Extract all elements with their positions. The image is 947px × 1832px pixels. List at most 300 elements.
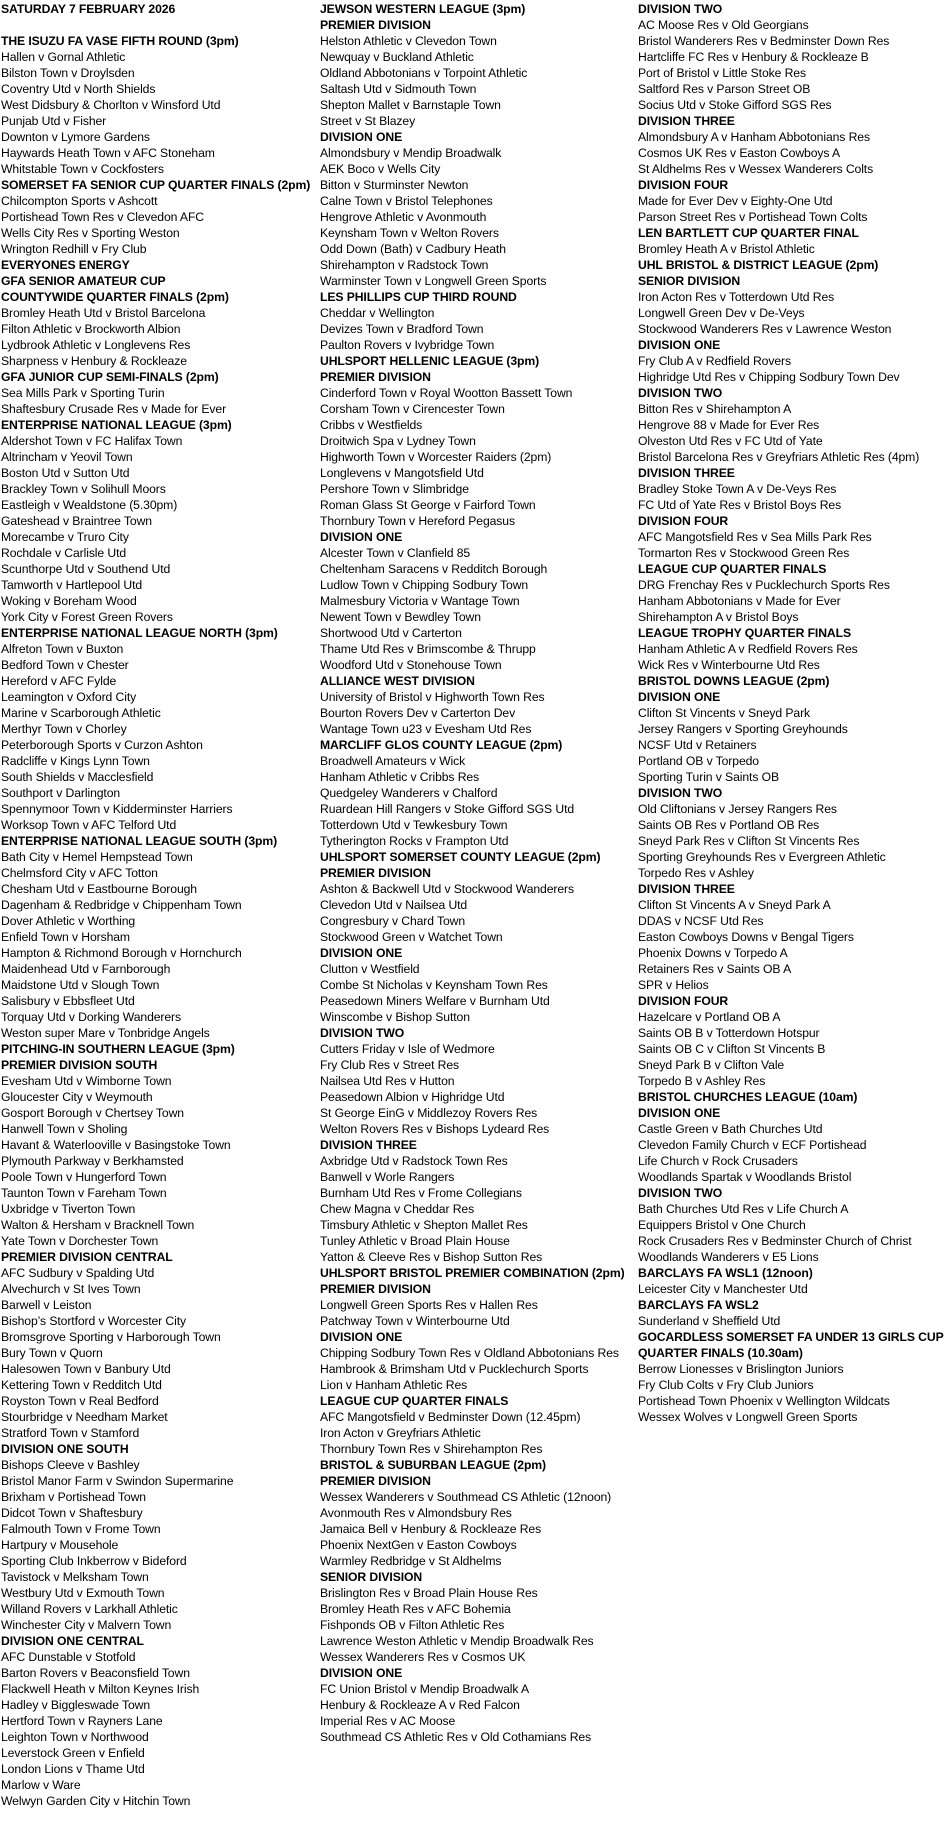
fixture-line: Warmley Redbridge v St Aldhelms (320, 1554, 502, 1568)
fixture-line: Cheddar v Wellington (320, 306, 435, 320)
competition-heading: GFA JUNIOR CUP SEMI-FINALS (2pm) (1, 370, 219, 384)
fixture-line: Patchway Town v Winterbourne Utd (320, 1314, 510, 1328)
fixture-line: Sharpness v Henbury & Rockleaze (1, 354, 187, 368)
fixture-line: Newquay v Buckland Athletic (320, 50, 474, 64)
fixture-line: Wessex Wolves v Longwell Green Sports (638, 1410, 858, 1424)
fixture-line: Berrow Lionesses v Brislington Juniors (638, 1362, 844, 1376)
fixture-line: St Aldhelms Res v Wessex Wanderers Colts (638, 162, 874, 176)
fixture-line: Tunley Athletic v Broad Plain House (320, 1234, 510, 1248)
fixture-line: Tamworth v Hartlepool Utd (1, 578, 143, 592)
fixture-line: Hereford v AFC Fylde (1, 674, 117, 688)
fixture-line: Yate Town v Dorchester Town (1, 1234, 159, 1248)
fixture-line: Maidstone Utd v Slough Town (1, 978, 160, 992)
fixture-line: Parson Street Res v Portishead Town Colts (638, 210, 868, 224)
competition-heading: UHL BRISTOL & DISTRICT LEAGUE (2pm) (638, 258, 879, 272)
fixture-line: Sneyd Park Res v Clifton St Vincents Res (638, 834, 860, 848)
fixture-line: Saltford Res v Parson Street OB (638, 82, 811, 96)
competition-heading: BRISTOL & SUBURBAN LEAGUE (2pm) (320, 1458, 546, 1472)
fixture-line: Wessex Wanderers v Southmead CS Athletic (12noon) (320, 1490, 612, 1504)
fixture-line: Winscombe v Bishop Sutton (320, 1010, 470, 1024)
fixture-line: Weston super Mare v Tonbridge Angels (1, 1026, 210, 1040)
fixture-line: FC Utd of Yate Res v Bristol Boys Res (638, 498, 842, 512)
fixture-line: Phoenix NextGen v Easton Cowboys (320, 1538, 517, 1552)
fixture-line: Southmead CS Athletic Res v Old Cothamians Res (320, 1730, 592, 1744)
competition-heading: DIVISION ONE SOUTH (1, 1442, 129, 1456)
competition-heading: THE ISUZU FA VASE FIFTH ROUND (3pm) (1, 34, 239, 48)
fixture-line: Wells City Res v Sporting Weston (1, 226, 180, 240)
fixture-line: Morecambe v Truro City (1, 530, 129, 544)
fixture-line: Maidenhead Utd v Farnborough (1, 962, 171, 976)
fixture-line: Alfreton Town v Buxton (1, 642, 124, 656)
fixture-line: Cheltenham Saracens v Redditch Borough (320, 562, 548, 576)
fixture-line: Merthyr Town v Chorley (1, 722, 127, 736)
fixture-line: Sneyd Park B v Clifton Vale (638, 1058, 785, 1072)
fixture-line: Yatton & Cleeve Res v Bishop Sutton Res (320, 1250, 543, 1264)
fixture-line: Axbridge Utd v Radstock Town Res (320, 1154, 508, 1168)
fixture-line: Brackley Town v Solihull Moors (1, 482, 166, 496)
fixture-line: Enfield Town v Horsham (1, 930, 130, 944)
fixture-line: Socius Utd v Stoke Gifford SGS Res (638, 98, 832, 112)
fixture-line: Paulton Rovers v Ivybridge Town (320, 338, 495, 352)
fixture-line: Chilcompton Sports v Ashcott (1, 194, 158, 208)
fixture-line: Chew Magna v Cheddar Res (320, 1202, 475, 1216)
fixture-line: Gateshead v Braintree Town (1, 514, 152, 528)
fixture-line: Shaftesbury Crusade Res v Made for Ever (1, 402, 227, 416)
fixture-line: Barwell v Leiston (1, 1298, 92, 1312)
fixture-line: Warminster Town v Longwell Green Sports (320, 274, 547, 288)
fixture-line: Tavistock v Melksham Town (1, 1570, 149, 1584)
fixture-line: Torquay Utd v Dorking Wanderers (1, 1010, 182, 1024)
fixture-line: Dover Athletic v Worthing (1, 914, 136, 928)
fixture-line: Marlow v Ware (1, 1778, 81, 1792)
fixture-line: London Lions v Thame Utd (1, 1762, 145, 1776)
competition-heading: DIVISION ONE (320, 130, 403, 144)
fixture-line: Iron Acton Res v Totterdown Utd Res (638, 290, 835, 304)
fixture-line: Didcot Town v Shaftesbury (1, 1506, 143, 1520)
fixture-line: Leighton Town v Northwood (1, 1730, 149, 1744)
fixture-line: Newent Town v Bewdley Town (320, 610, 481, 624)
fixture-line: Stratford Town v Stamford (1, 1426, 140, 1440)
fixture-line: Hanham Athletic v Cribbs Res (320, 770, 480, 784)
fixture-line: SPR v Helios (638, 978, 709, 992)
fixture-line: Hallen v Gornal Athletic (1, 50, 126, 64)
fixture-line: Easton Cowboys Downs v Bengal Tigers (638, 930, 854, 944)
fixture-line: Pershore Town v Slimbridge (320, 482, 469, 496)
competition-heading: DIVISION ONE CENTRAL (1, 1634, 144, 1648)
fixture-line: DRG Frenchay Res v Pucklechurch Sports Res (638, 578, 890, 592)
fixture-line: Old Cliftonians v Jersey Rangers Res (638, 802, 837, 816)
fixture-line: Bitton Res v Shirehampton A (638, 402, 792, 416)
competition-heading: UHLSPORT SOMERSET COUNTY LEAGUE (2pm) (320, 850, 601, 864)
fixture-line: Peasedown Miners Welfare v Burnham Utd (320, 994, 550, 1008)
fixture-line: Hengrove Athletic v Avonmouth (320, 210, 487, 224)
fixture-line: Haywards Heath Town v AFC Stoneham (1, 146, 215, 160)
page-date: SATURDAY 7 FEBRUARY 2026 (1, 2, 176, 16)
competition-heading: ALLIANCE WEST DIVISION (320, 674, 475, 688)
competition-heading: PREMIER DIVISION CENTRAL (1, 1250, 173, 1264)
fixture-line: Longwell Green Sports Res v Hallen Res (320, 1298, 538, 1312)
fixture-line: Bromley Heath Utd v Bristol Barcelona (1, 306, 206, 320)
fixture-line: Bath City v Hemel Hempstead Town (1, 850, 193, 864)
competition-heading: DIVISION ONE (320, 946, 403, 960)
fixtures-column-3 (638, 1, 944, 1425)
fixture-line: Saints OB Res v Portland OB Res (638, 818, 820, 832)
competition-heading: SOMERSET FA SENIOR CUP QUARTER FINALS (2pm) (1, 178, 311, 192)
competition-heading: UHLSPORT HELLENIC LEAGUE (3pm) (320, 354, 540, 368)
fixture-line: Coventry Utd v North Shields (1, 82, 156, 96)
fixture-line: Port of Bristol v Little Stoke Res (638, 66, 806, 80)
fixture-line: Ruardean Hill Rangers v Stoke Gifford SGS Utd (320, 802, 575, 816)
fixture-line: Stourbridge v Needham Market (1, 1410, 168, 1424)
fixture-line: Shirehampton v Radstock Town (320, 258, 489, 272)
fixture-line: Saltash Utd v Sidmouth Town (320, 82, 477, 96)
fixture-line: Bilston Town v Droylsden (1, 66, 135, 80)
fixture-line: Totterdown Utd v Tewkesbury Town (320, 818, 508, 832)
fixture-line: Dagenham & Redbridge v Chippenham Town (1, 898, 242, 912)
fixture-line: Downton v Lymore Gardens (1, 130, 150, 144)
fixture-line: Leicester City v Manchester Utd (638, 1282, 808, 1296)
fixture-line: AC Moose Res v Old Georgians (638, 18, 809, 32)
competition-heading: COUNTYWIDE QUARTER FINALS (2pm) (1, 290, 229, 304)
fixture-line: Calne Town v Bristol Telephones (320, 194, 493, 208)
fixture-line: Bishops Cleeve v Bashley (1, 1458, 140, 1472)
competition-heading: LEAGUE CUP QUARTER FINALS (320, 1394, 509, 1408)
competition-heading: DIVISION FOUR (638, 994, 729, 1008)
fixture-line: Iron Acton v Greyfriars Athletic (320, 1426, 481, 1440)
fixture-line: Flackwell Heath v Milton Keynes Irish (1, 1682, 200, 1696)
competition-heading: DIVISION TWO (638, 386, 723, 400)
fixture-line: Lawrence Weston Athletic v Mendip Broadwalk Res (320, 1634, 594, 1648)
fixture-line: Saints OB B v Totterdown Hotspur (638, 1026, 820, 1040)
fixture-line: Spennymoor Town v Kidderminster Harriers (1, 802, 233, 816)
fixture-line: Barton Rovers v Beaconsfield Town (1, 1666, 190, 1680)
fixture-line: Nailsea Utd Res v Hutton (320, 1074, 455, 1088)
fixture-line: Torpedo B v Ashley Res (638, 1074, 766, 1088)
competition-heading: MARCLIFF GLOS COUNTY LEAGUE (2pm) (320, 738, 563, 752)
fixture-line: Walton & Hersham v Bracknell Town (1, 1218, 195, 1232)
fixture-line: Saints OB C v Clifton St Vincents B (638, 1042, 826, 1056)
fixture-line: Fishponds OB v Filton Athletic Res (320, 1618, 505, 1632)
fixture-line: Falmouth Town v Frome Town (1, 1522, 161, 1536)
fixture-line: Hengrove 88 v Made for Ever Res (638, 418, 820, 432)
fixture-line: West Didsbury & Chorlton v Winsford Utd (1, 98, 221, 112)
fixture-line: Cinderford Town v Royal Wootton Bassett Town (320, 386, 573, 400)
fixture-line: Life Church v Rock Crusaders (638, 1154, 798, 1168)
competition-heading: GFA SENIOR AMATEUR CUP (1, 274, 166, 288)
fixture-line: Equippers Bristol v One Church (638, 1218, 806, 1232)
competition-heading: PREMIER DIVISION (320, 1282, 431, 1296)
fixture-line: Plymouth Parkway v Berkhamsted (1, 1154, 184, 1168)
competition-heading: EVERYONES ENERGY (1, 258, 130, 272)
fixture-line: DDAS v NCSF Utd Res (638, 914, 764, 928)
competition-heading: GOCARDLESS SOMERSET FA UNDER 13 GIRLS CUP QUARTER FINALS (10.30am) (638, 1330, 944, 1360)
fixture-line: Kettering Town v Redditch Utd (1, 1378, 162, 1392)
fixture-line: Shepton Mallet v Barnstaple Town (320, 98, 501, 112)
fixture-line: Filton Athletic v Brockworth Albion (1, 322, 181, 336)
fixture-line: Hartcliffe FC Res v Henbury & Rockleaze B (638, 50, 869, 64)
fixture-line: Sporting Greyhounds Res v Evergreen Athletic (638, 850, 886, 864)
fixture-line: Woodlands Wanderers v E5 Lions (638, 1250, 819, 1264)
competition-heading: LEAGUE CUP QUARTER FINALS (638, 562, 827, 576)
fixture-line: Chesham Utd v Eastbourne Borough (1, 882, 197, 896)
fixture-line: AFC Sudbury v Spalding Utd (1, 1266, 155, 1280)
fixture-line: Burnham Utd Res v Frome Collegians (320, 1186, 522, 1200)
fixture-line: Cribbs v Westfields (320, 418, 423, 432)
fixture-line: Hampton & Richmond Borough v Hornchurch (1, 946, 242, 960)
fixture-line: Alvechurch v St Ives Town (1, 1282, 141, 1296)
fixture-line: Woking v Boreham Wood (1, 594, 137, 608)
fixture-line: Broadwell Amateurs v Wick (320, 754, 466, 768)
fixture-line: Clutton v Westfield (320, 962, 420, 976)
fixture-line: Uxbridge v Tiverton Town (1, 1202, 136, 1216)
fixture-line: Helston Athletic v Clevedon Town (320, 34, 497, 48)
competition-heading: SENIOR DIVISION (320, 1570, 423, 1584)
fixture-line: Torpedo Res v Ashley (638, 866, 754, 880)
fixture-line: Wessex Wanderers Res v Cosmos UK (320, 1650, 526, 1664)
fixture-line: Clevedon Family Church v ECF Portishead (638, 1138, 867, 1152)
fixture-line: Bitton v Sturminster Newton (320, 178, 469, 192)
fixture-line: Bourton Rovers Dev v Carterton Dev (320, 706, 516, 720)
fixture-line: Portland OB v Torpedo (638, 754, 759, 768)
fixture-line: Bath Churches Utd Res v Life Church A (638, 1202, 849, 1216)
competition-heading: PREMIER DIVISION (320, 1474, 431, 1488)
fixture-line: Bristol Barcelona Res v Greyfriars Athletic Res (4pm) (638, 450, 920, 464)
fixture-line: AFC Mangotsfield Res v Sea Mills Park Res (638, 530, 872, 544)
competition-heading: LEN BARTLETT CUP QUARTER FINAL (638, 226, 859, 240)
fixture-line: Castle Green v Bath Churches Utd (638, 1122, 823, 1136)
fixture-line: Portishead Town Phoenix v Wellington Wildcats (638, 1394, 890, 1408)
fixture-line: Hertford Town v Rayners Lane (1, 1714, 163, 1728)
fixture-line: Halesowen Town v Banbury Utd (1, 1362, 171, 1376)
fixture-line: AFC Mangotsfield v Bedminster Down (12.45pm) (320, 1410, 581, 1424)
fixture-line: Peasedown Albion v Highridge Utd (320, 1090, 505, 1104)
fixture-line: Banwell v Worle Rangers (320, 1170, 455, 1184)
fixture-line: Hadley v Biggleswade Town (1, 1698, 151, 1712)
fixture-line: Peterborough Sports v Curzon Ashton (1, 738, 203, 752)
fixture-line: Fry Club Colts v Fry Club Juniors (638, 1378, 814, 1392)
fixture-line: Radcliffe v Kings Lynn Town (1, 754, 150, 768)
competition-heading: DIVISION FOUR (638, 514, 729, 528)
fixture-line: Shirehampton A v Bristol Boys (638, 610, 799, 624)
fixture-line: Welton Rovers Res v Bishops Lydeard Res (320, 1122, 550, 1136)
competition-heading: DIVISION ONE (638, 1106, 721, 1120)
fixture-line: Clevedon Utd v Nailsea Utd (320, 898, 468, 912)
competition-heading: BARCLAYS FA WSL1 (12noon) (638, 1266, 813, 1280)
fixture-line: Gosport Borough v Chertsey Town (1, 1106, 184, 1120)
fixture-line: Eastleigh v Wealdstone (5.30pm) (1, 498, 178, 512)
fixture-line: Stockwood Green v Watchet Town (320, 930, 503, 944)
competition-heading: DIVISION THREE (638, 466, 735, 480)
fixture-line: Timsbury Athletic v Shepton Mallet Res (320, 1218, 528, 1232)
fixture-line: Westbury Utd v Exmouth Town (1, 1586, 165, 1600)
fixture-line: Ashton & Backwell Utd v Stockwood Wanderers (320, 882, 575, 896)
fixture-line: Henbury & Rockleaze A v Red Falcon (320, 1698, 520, 1712)
fixture-line: Welwyn Garden City v Hitchin Town (1, 1794, 191, 1808)
fixture-line: Wantage Town u23 v Evesham Utd Res (320, 722, 532, 736)
fixture-line: Oldland Abbotonians v Torpoint Athletic (320, 66, 528, 80)
fixture-line: Leverstock Green v Enfield (1, 1746, 145, 1760)
fixture-line: Willand Rovers v Larkhall Athletic (1, 1602, 178, 1616)
fixture-line: Taunton Town v Fareham Town (1, 1186, 167, 1200)
fixture-line: South Shields v Macclesfield (1, 770, 154, 784)
competition-heading: DIVISION TWO (320, 1026, 405, 1040)
competition-heading: BRISTOL CHURCHES LEAGUE (10am) (638, 1090, 858, 1104)
competition-heading: DIVISION ONE (638, 690, 721, 704)
fixture-line: NCSF Utd v Retainers (638, 738, 757, 752)
fixture-line: Made for Ever Dev v Eighty-One Utd (638, 194, 833, 208)
fixture-line: St George EinG v Middlezoy Rovers Res (320, 1106, 538, 1120)
competition-heading: LES PHILLIPS CUP THIRD ROUND (320, 290, 517, 304)
fixture-line: Rock Crusaders Res v Bedminster Church of Christ (638, 1234, 912, 1248)
competition-heading: PITCHING-IN SOUTHERN LEAGUE (3pm) (1, 1042, 235, 1056)
fixture-line: AFC Dunstable v Stotfold (1, 1650, 136, 1664)
fixture-line: Roman Glass St George v Fairford Town (320, 498, 536, 512)
fixtures-column-1 (1, 1, 316, 1809)
fixture-line: Shortwood Utd v Carterton (320, 626, 462, 640)
fixture-line: Hanham Abbotonians v Made for Ever (638, 594, 841, 608)
fixture-line: Brislington Res v Broad Plain House Res (320, 1586, 538, 1600)
competition-heading: DIVISION ONE (320, 1330, 403, 1344)
fixture-line: Poole Town v Hungerford Town (1, 1170, 167, 1184)
fixture-line: Droitwich Spa v Lydney Town (320, 434, 476, 448)
fixture-line: Olveston Utd Res v FC Utd of Yate (638, 434, 823, 448)
fixture-line: Sea Mills Park v Sporting Turin (1, 386, 165, 400)
fixture-line: Odd Down (Bath) v Cadbury Heath (320, 242, 506, 256)
fixture-line: Royston Town v Real Bedford (1, 1394, 159, 1408)
fixture-line: Quedgeley Wanderers v Chalford (320, 786, 498, 800)
competition-heading: PREMIER DIVISION (320, 866, 431, 880)
fixture-line: Woodlands Spartak v Woodlands Bristol (638, 1170, 852, 1184)
fixture-line: Imperial Res v AC Moose (320, 1714, 456, 1728)
fixture-line: Keynsham Town v Welton Rovers (320, 226, 499, 240)
competition-heading: DIVISION ONE (638, 338, 721, 352)
fixture-line: Phoenix Downs v Torpedo A (638, 946, 788, 960)
competition-heading: ENTERPRISE NATIONAL LEAGUE (3pm) (1, 418, 232, 432)
fixture-line: Wick Res v Winterbourne Utd Res (638, 658, 820, 672)
competition-heading: PREMIER DIVISION (320, 18, 431, 32)
fixture-line: Devizes Town v Bradford Town (320, 322, 484, 336)
competition-heading: DIVISION THREE (320, 1138, 417, 1152)
competition-heading: ENTERPRISE NATIONAL LEAGUE SOUTH (3pm) (1, 834, 278, 848)
fixture-line: Street v St Blazey (320, 114, 416, 128)
fixture-line: Woodford Utd v Stonehouse Town (320, 658, 502, 672)
fixture-line: Tytherington Rocks v Frampton Utd (320, 834, 509, 848)
fixture-line: Cutters Friday v Isle of Wedmore (320, 1042, 495, 1056)
competition-heading: PREMIER DIVISION (320, 370, 431, 384)
fixture-line: Scunthorpe Utd v Southend Utd (1, 562, 171, 576)
fixture-line: Hanham Athletic A v Redfield Rovers Res (638, 642, 858, 656)
fixture-line: Highworth Town v Worcester Raiders (2pm) (320, 450, 552, 464)
fixture-line: Retainers Res v Saints OB A (638, 962, 792, 976)
competition-heading: DIVISION ONE (320, 1666, 403, 1680)
fixture-line: Gloucester City v Weymouth (1, 1090, 153, 1104)
fixture-line: Avonmouth Res v Almondsbury Res (320, 1506, 512, 1520)
fixture-line: Boston Utd v Sutton Utd (1, 466, 130, 480)
competition-heading: PREMIER DIVISION SOUTH (1, 1058, 158, 1072)
fixture-line: Combe St Nicholas v Keynsham Town Res (320, 978, 548, 992)
fixture-line: Whitstable Town v Cockfosters (1, 162, 164, 176)
fixture-line: Bromley Heath Res v AFC Bohemia (320, 1602, 511, 1616)
fixture-line: Brixham v Portishead Town (1, 1490, 146, 1504)
fixture-line: York City v Forest Green Rovers (1, 610, 173, 624)
fixture-line: Almondsbury v Mendip Broadwalk (320, 146, 502, 160)
fixture-line: Sunderland v Sheffield Utd (638, 1314, 781, 1328)
fixture-line: Bishop’s Stortford v Worcester City (1, 1314, 187, 1328)
competition-heading: DIVISION TWO (638, 1186, 723, 1200)
fixture-line: Ludlow Town v Chipping Sodbury Town (320, 578, 529, 592)
competition-heading: BARCLAYS FA WSL2 (638, 1298, 759, 1312)
fixture-line: Clifton St Vincents v Sneyd Park (638, 706, 811, 720)
fixture-line: Salisbury v Ebbsfleet Utd (1, 994, 135, 1008)
fixture-line: Thornbury Town v Hereford Pegasus (320, 514, 515, 528)
fixture-line: Sporting Turin v Saints OB (638, 770, 780, 784)
fixture-line: Hazelcare v Portland OB A (638, 1010, 781, 1024)
competition-heading: LEAGUE TROPHY QUARTER FINALS (638, 626, 851, 640)
competition-heading: JEWSON WESTERN LEAGUE (3pm) (320, 2, 526, 16)
competition-heading: DIVISION TWO (638, 786, 723, 800)
fixture-line: Aldershot Town v FC Halifax Town (1, 434, 183, 448)
competition-heading: DIVISION THREE (638, 882, 735, 896)
fixture-line: Jersey Rangers v Sporting Greyhounds (638, 722, 848, 736)
fixture-line: Evesham Utd v Wimborne Town (1, 1074, 172, 1088)
fixture-line: AEK Boco v Wells City (320, 162, 441, 176)
fixture-line: University of Bristol v Highworth Town Res (320, 690, 545, 704)
fixture-line: Longwell Green Dev v De-Veys (638, 306, 805, 320)
fixture-line: Fry Club A v Redfield Rovers (638, 354, 791, 368)
fixture-line: Hanwell Town v Sholing (1, 1122, 128, 1136)
fixture-line: Sporting Club Inkberrow v Bideford (1, 1554, 187, 1568)
fixture-line: Hambrook & Brimsham Utd v Pucklechurch Sports (320, 1362, 589, 1376)
fixture-line: Clifton St Vincents A v Sneyd Park A (638, 898, 831, 912)
fixture-line: Winchester City v Malvern Town (1, 1618, 172, 1632)
fixture-line: Lydbrook Athletic v Longlevens Res (1, 338, 191, 352)
fixture-line: Thornbury Town Res v Shirehampton Res (320, 1442, 543, 1456)
competition-heading: DIVISION FOUR (638, 178, 729, 192)
fixture-line: Altrincham v Yeovil Town (1, 450, 133, 464)
fixture-line: Havant & Waterlooville v Basingstoke Town (1, 1138, 231, 1152)
fixtures-column-2 (320, 1, 635, 1745)
fixture-line: Chipping Sodbury Town Res v Oldland Abbotonians Res (320, 1346, 619, 1360)
fixture-line: Cosmos UK Res v Easton Cowboys A (638, 146, 841, 160)
fixture-line: Southport v Darlington (1, 786, 121, 800)
fixture-line: Corsham Town v Cirencester Town (320, 402, 505, 416)
fixture-line: Tormarton Res v Stockwood Green Res (638, 546, 850, 560)
competition-heading: ENTERPRISE NATIONAL LEAGUE NORTH (3pm) (1, 626, 278, 640)
fixture-line: Almondsbury A v Hanham Abbotonians Res (638, 130, 870, 144)
competition-heading: BRISTOL DOWNS LEAGUE (2pm) (638, 674, 830, 688)
fixture-line: Rochdale v Carlisle Utd (1, 546, 127, 560)
fixture-line: Bedford Town v Chester (1, 658, 129, 672)
fixture-line: Highridge Utd Res v Chipping Sodbury Town Dev (638, 370, 900, 384)
fixture-line: Bristol Manor Farm v Swindon Supermarine (1, 1474, 234, 1488)
fixture-line: Marine v Scarborough Athletic (1, 706, 161, 720)
fixture-line: Chelmsford City v AFC Totton (1, 866, 158, 880)
fixture-line: Malmesbury Victoria v Wantage Town (320, 594, 520, 608)
fixture-line: Worksop Town v AFC Telford Utd (1, 818, 177, 832)
fixture-line: Hartpury v Mousehole (1, 1538, 119, 1552)
spacer (1, 17, 316, 33)
fixture-line: Longlevens v Mangotsfield Utd (320, 466, 484, 480)
fixture-line: Bromley Heath A v Bristol Athletic (638, 242, 815, 256)
competition-heading: DIVISION ONE (320, 530, 403, 544)
fixture-line: Alcester Town v Clanfield 85 (320, 546, 471, 560)
fixture-line: Fry Club Res v Street Res (320, 1058, 460, 1072)
competition-heading: UHLSPORT BRISTOL PREMIER COMBINATION (2pm) (320, 1266, 625, 1280)
fixture-line: Bromsgrove Sporting v Harborough Town (1, 1330, 221, 1344)
fixture-line: Jamaica Bell v Henbury & Rockleaze Res (320, 1522, 542, 1536)
fixture-line: Bristol Wanderers Res v Bedminster Down Res (638, 34, 890, 48)
fixture-line: Congresbury v Chard Town (320, 914, 466, 928)
